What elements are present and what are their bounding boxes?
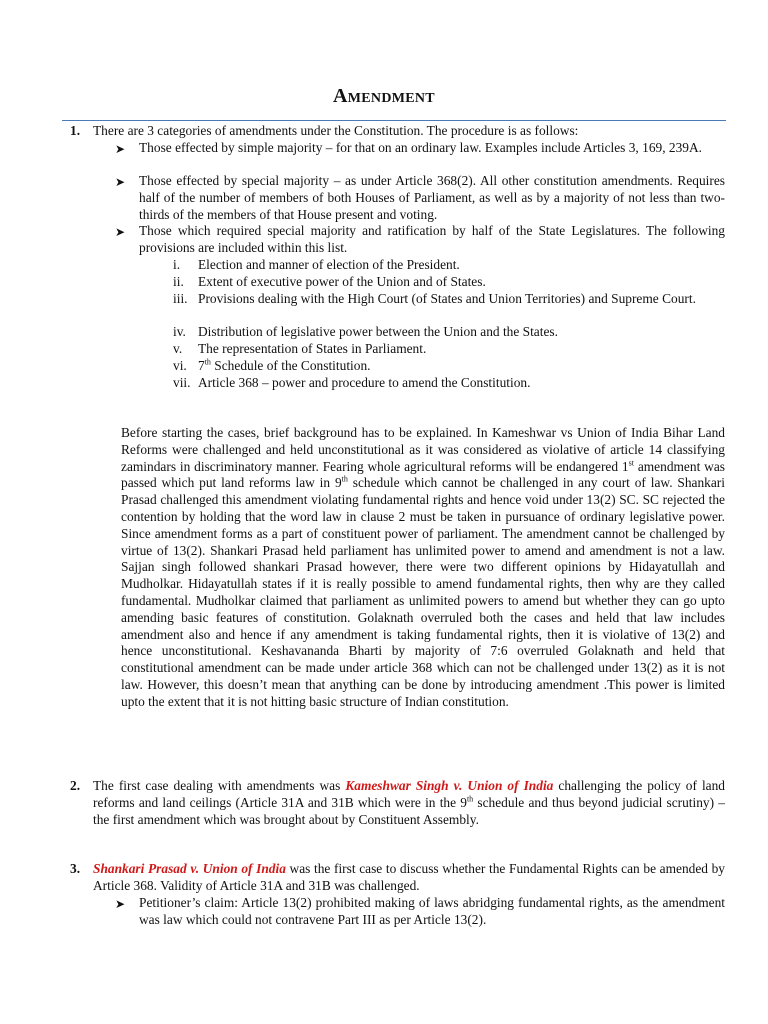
- superscript: th: [341, 474, 348, 484]
- sublist-numeral: vi.: [173, 358, 187, 373]
- sublist-numeral: ii.: [173, 274, 184, 289]
- sublist-item: The representation of States in Parliament.: [198, 341, 427, 356]
- item-1-intro: There are 3 categories of amendments under the Constitution. The procedure is as follows:: [93, 123, 579, 138]
- item-3-text: was the first case to discuss whether the Fundamental Rights can be amended by Article 368. Validity of Article 31A and 31B was challenged.: [93, 861, 726, 893]
- sublist-item: Provisions dealing with the High Court (of States and Union Territories) and Supreme Court.: [198, 291, 696, 306]
- sublist-item: Distribution of legislative power between the Union and the States.: [198, 324, 558, 339]
- sublist-item: Extent of executive power of the Union and of States.: [198, 274, 486, 289]
- superscript: th: [466, 794, 474, 804]
- item-2-number: 2.: [70, 778, 81, 793]
- bullet-arrow-icon: ➤: [115, 225, 126, 239]
- sublist-item: Election and manner of election of the President.: [198, 257, 460, 272]
- item-1-bullet-2: Those effected by special majority – as under Article 368(2). All other constitution amendments. Requires half of the number of members of both Houses of Parliament, as well as by a majority of not less than two-thirds of the members of that House present and voting.: [139, 173, 725, 222]
- item-3-bullet-1: Petitioner’s claim: Article 13(2) prohibited making of laws abridging fundamental rights, as the amendment was law which could not contravene Part III as per Article 13(2).: [139, 895, 725, 927]
- bullet-arrow-icon: ➤: [115, 897, 126, 911]
- background-text: Before starting the cases, brief background has to be explained. In Kameshwar vs Union of India Bihar Land Reforms were challenged and held unconstitutional as it was considered as violative of article 14 classifying zamindars in discriminatory manner. Fearing whole agricultural reforms will be endangered 1: [121, 425, 725, 474]
- item-2-paragraph: [93, 778, 725, 828]
- item-2-text: The first case dealing with amendments was: [93, 778, 346, 793]
- sublist-item: [198, 358, 725, 375]
- bullet-arrow-icon: ➤: [115, 175, 126, 189]
- case-name: Kameshwar Singh v. Union of India: [345, 778, 554, 793]
- case-name: Shankari Prasad v. Union of India: [93, 861, 286, 876]
- page-title: Amendment: [333, 85, 435, 107]
- background-text: amendment was passed which put land reforms law in 9: [121, 458, 725, 491]
- sublist-item-number: 7: [198, 358, 205, 373]
- sublist-numeral: iv.: [173, 324, 186, 339]
- sublist-numeral: iii.: [173, 291, 188, 306]
- background-paragraph: [121, 425, 725, 711]
- item-3-number: 3.: [70, 861, 81, 876]
- sublist-item: Article 368 – power and procedure to amend the Constitution.: [198, 375, 531, 390]
- item-1-bullet-3: Those which required special majority and ratification by half of the State Legislatures. The following provisions are included within this list.: [139, 223, 725, 255]
- sublist-numeral: i.: [173, 257, 181, 272]
- item-2-text: challenging the policy of land reforms and land ceilings (Article 31A and 31B which were in the 9: [93, 778, 725, 810]
- superscript: th: [204, 357, 211, 367]
- sublist-item-text: Schedule of the Constitution.: [210, 358, 371, 373]
- bullet-arrow-icon: ➤: [115, 142, 126, 156]
- title-underline: [62, 120, 726, 121]
- superscript: st: [628, 458, 634, 468]
- background-text: schedule which cannot be challenged in any court of law. Shankari Prasad challenged this amendment violating fundamental rights and hence void under 13(2) SC. SC rejected the contention by holding that the word law in clause 2 must be taken in pursuance of ordinary legislative power. Since amendment forms as a part of constituent power of parliament. The amendment cannot be challenged by virtue of 13(2). Shankari Prasad held parliament has unlimited power to amend and amendment is not a law. Sajjan singh followed shankari Prasad however, there were two different opinions by Hidayatullah and Mudholkar. Hidayatullah states if it is really possible to amend fundamental rights, then why are they called fundamental. Mudholkar claimed that parliament as unlimited powers to amend but whether they can go upto amending basic features of constitution. Golaknath overruled both the cases and held that law includes amendment also and hence if any amendment is taking fundamental rights, then it is violative of 13(2) and hence unconstitutional. Keshavananda Bharti by majority of 7:6 overruled Golaknath and held that constitutional amendment can be made under article 368 which can not be challenged under 13(2) as it is not law. However, this doesn’t mean that anything can be done by introducing amendment .This power is limited upto the extent that it is not hitting basic structure of Indian constitution.: [121, 475, 725, 709]
- item-2-text: schedule and thus beyond judicial scrutiny) – the first amendment which was brought about by Constituent Assembly.: [93, 794, 725, 827]
- sublist-numeral: vii.: [173, 375, 191, 390]
- item-1-number: 1.: [70, 123, 81, 138]
- sublist-numeral: v.: [173, 341, 183, 356]
- item-3-paragraph: [93, 861, 725, 895]
- item-1-bullet-1: Those effected by simple majority – for that on an ordinary law. Examples include Articles 3, 169, 239A.: [139, 140, 703, 155]
